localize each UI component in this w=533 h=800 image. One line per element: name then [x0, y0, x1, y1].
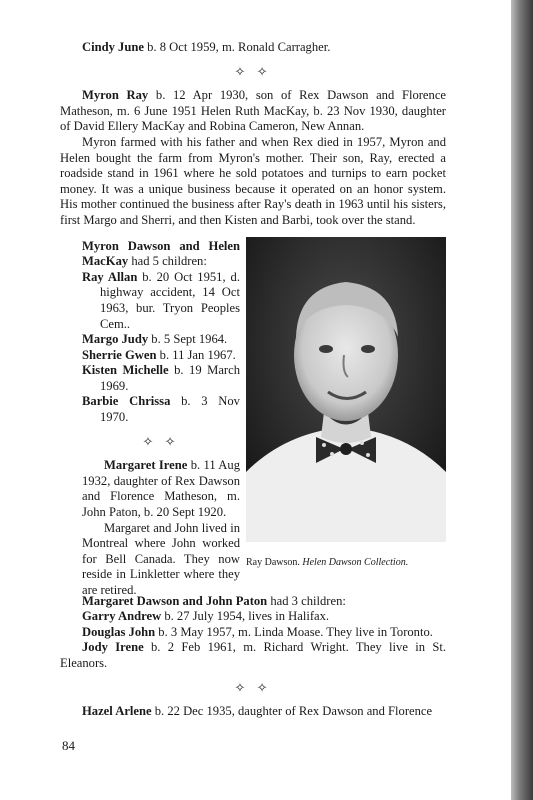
margaret-paragraph: Margaret and John lived in Montreal where John worked for Bell Canada. They now reside in Linkletter where they are retired. [82, 520, 240, 597]
page-number: 84 [62, 738, 75, 753]
two-column-section [60, 238, 446, 597]
child-entry: Sherrie Gwen b. 11 Jan 1967. [82, 347, 236, 362]
children-heading-margaret: Margaret Dawson and John Paton had 3 children: [82, 593, 346, 608]
entry-margaret: Margaret Irene b. 11 Aug 1932, daughter of Rex Dawson and Florence Matheson, m. John Paton, b. 20 Sept 1920. [82, 458, 240, 520]
myron-paragraph: Myron farmed with his father and when Rex died in 1957, Myron and Helen bought the farm from Myron's mother. Their son, Ray, erected a roadside stand in 1961 where he sold potatoes and turnips to earn pocket money. It was a unique business because it operated on an honor system. His mother continued the business after Ray's death in 1963 until his sisters, first Margo and Sherri, and then Kisten and Barbi, took over the stand. [60, 134, 446, 227]
boy-portrait-image [246, 237, 446, 542]
ornament-divider: ✧ ✧ [142, 433, 180, 449]
entry-myron: Myron Ray b. 12 Apr 1930, son of Rex Dawson and Florence Matheson, m. 6 June 1951 Helen Ruth MacKay, b. 23 Nov 1930, daughter of David Ellery MacKay and Robina Cameron, New Annan. [60, 88, 446, 134]
child-entry: Douglas John b. 3 May 1957, m. Linda Moase. They live in Toronto. [82, 624, 433, 639]
entry-cindy: Cindy June b. 8 Oct 1959, m. Ronald Carragher. [82, 40, 331, 54]
children-heading-myron: Myron Dawson and Helen MacKay had 5 children: [82, 238, 240, 269]
page-edge-shadow [511, 0, 533, 800]
entry-name: Cindy June [82, 40, 144, 54]
entry-name: Myron Ray [82, 88, 149, 103]
page-content [60, 40, 446, 720]
left-column [82, 239, 240, 599]
child-entry: Jody Irene b. 2 Feb 1961, m. Richard Wright. They live in St. Eleanors. [60, 640, 446, 670]
child-entry: Margo Judy b. 5 Sept 1964. [82, 332, 228, 347]
portrait-photo [246, 237, 446, 542]
photo-caption: Ray Dawson. Helen Dawson Collection. [246, 556, 409, 568]
child-entry: Kisten Michelle b. 19 March 1969. [82, 363, 240, 393]
child-entry: Barbie Chrissa b. 3 Nov 1970. [82, 394, 240, 425]
ornament-divider: ✧ ✧ [234, 679, 272, 695]
child-entry: Ray Allan b. 20 Oct 1951, d. highway accident, 14 Oct 1963, bur. Tryon Peoples Cem.. [82, 269, 240, 331]
child-entry: Garry Andrew b. 27 July 1954, lives in Halifax. [82, 609, 330, 624]
entry-hazel: Hazel Arlene b. 22 Dec 1935, daughter of Rex Dawson and Florence [82, 704, 433, 719]
ornament-divider: ✧ ✧ [234, 63, 272, 79]
